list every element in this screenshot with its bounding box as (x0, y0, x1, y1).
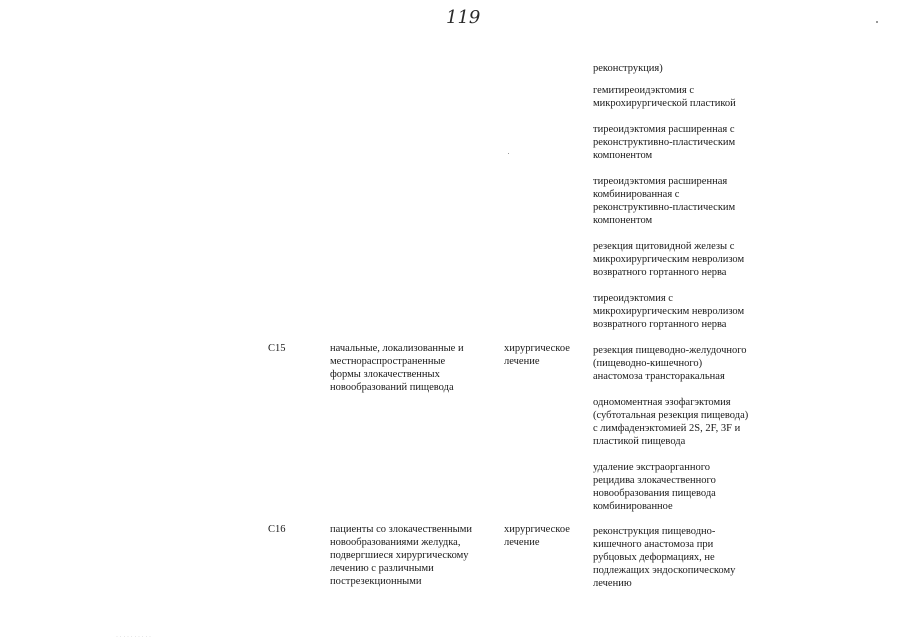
row-treatment: хирургическое лечение (504, 343, 570, 367)
method-item: гемитиреоидэктомия с микрохирургической пластикой (593, 85, 736, 109)
method-item: тиреоидэктомия расширенная с реконструктивно-пластическим компонентом (593, 124, 736, 161)
method-item: удаление экстраорганного рецидива злокачественного новообразования пищевода комбинированное (593, 462, 716, 512)
row-code: C16 (268, 524, 286, 535)
method-item: тиреоидэктомия с микрохирургическим невролизом возвратного гортанного нерва (593, 293, 745, 330)
row-diagnosis: пациенты со злокачественными новообразованиями желудка, подвергшиеся хирургическому лечению с различными пострезекционными (330, 524, 472, 587)
method-item: реконструкция) (593, 63, 663, 74)
method-item: одномоментная эзофагэктомия (субтотальная резекция пищевода) с лимфаденэктомией 2S, 2F, 3F и пластикой пищевода (593, 397, 749, 447)
row-code: C15 (268, 343, 286, 354)
scan-speck (508, 153, 509, 154)
method-item: резекция щитовидной железы с микрохирургическим невролизом возвратного гортанного нерва (593, 241, 745, 278)
method-item: реконструкция пищеводно- кишечного анастомоза при рубцовых деформациях, не подлежащих эндоскопическому лечению (593, 526, 736, 589)
scan-footer-mark: · · · · · · · · · · (116, 634, 151, 640)
row-treatment: хирургическое лечение (504, 524, 570, 548)
method-item: резекция пищеводно-желудочного (пищеводно-кишечного) анастомоза трансторакальная (593, 345, 747, 382)
method-item: тиреоидэктомия расширенная комбинированная с реконструктивно-пластическим компонентом (593, 176, 736, 226)
page-number: 119 (446, 7, 481, 28)
scan-speck (876, 21, 878, 23)
row-diagnosis: начальные, локализованные и местнораспространенные формы злокачественных новообразований пищевода (330, 343, 464, 393)
